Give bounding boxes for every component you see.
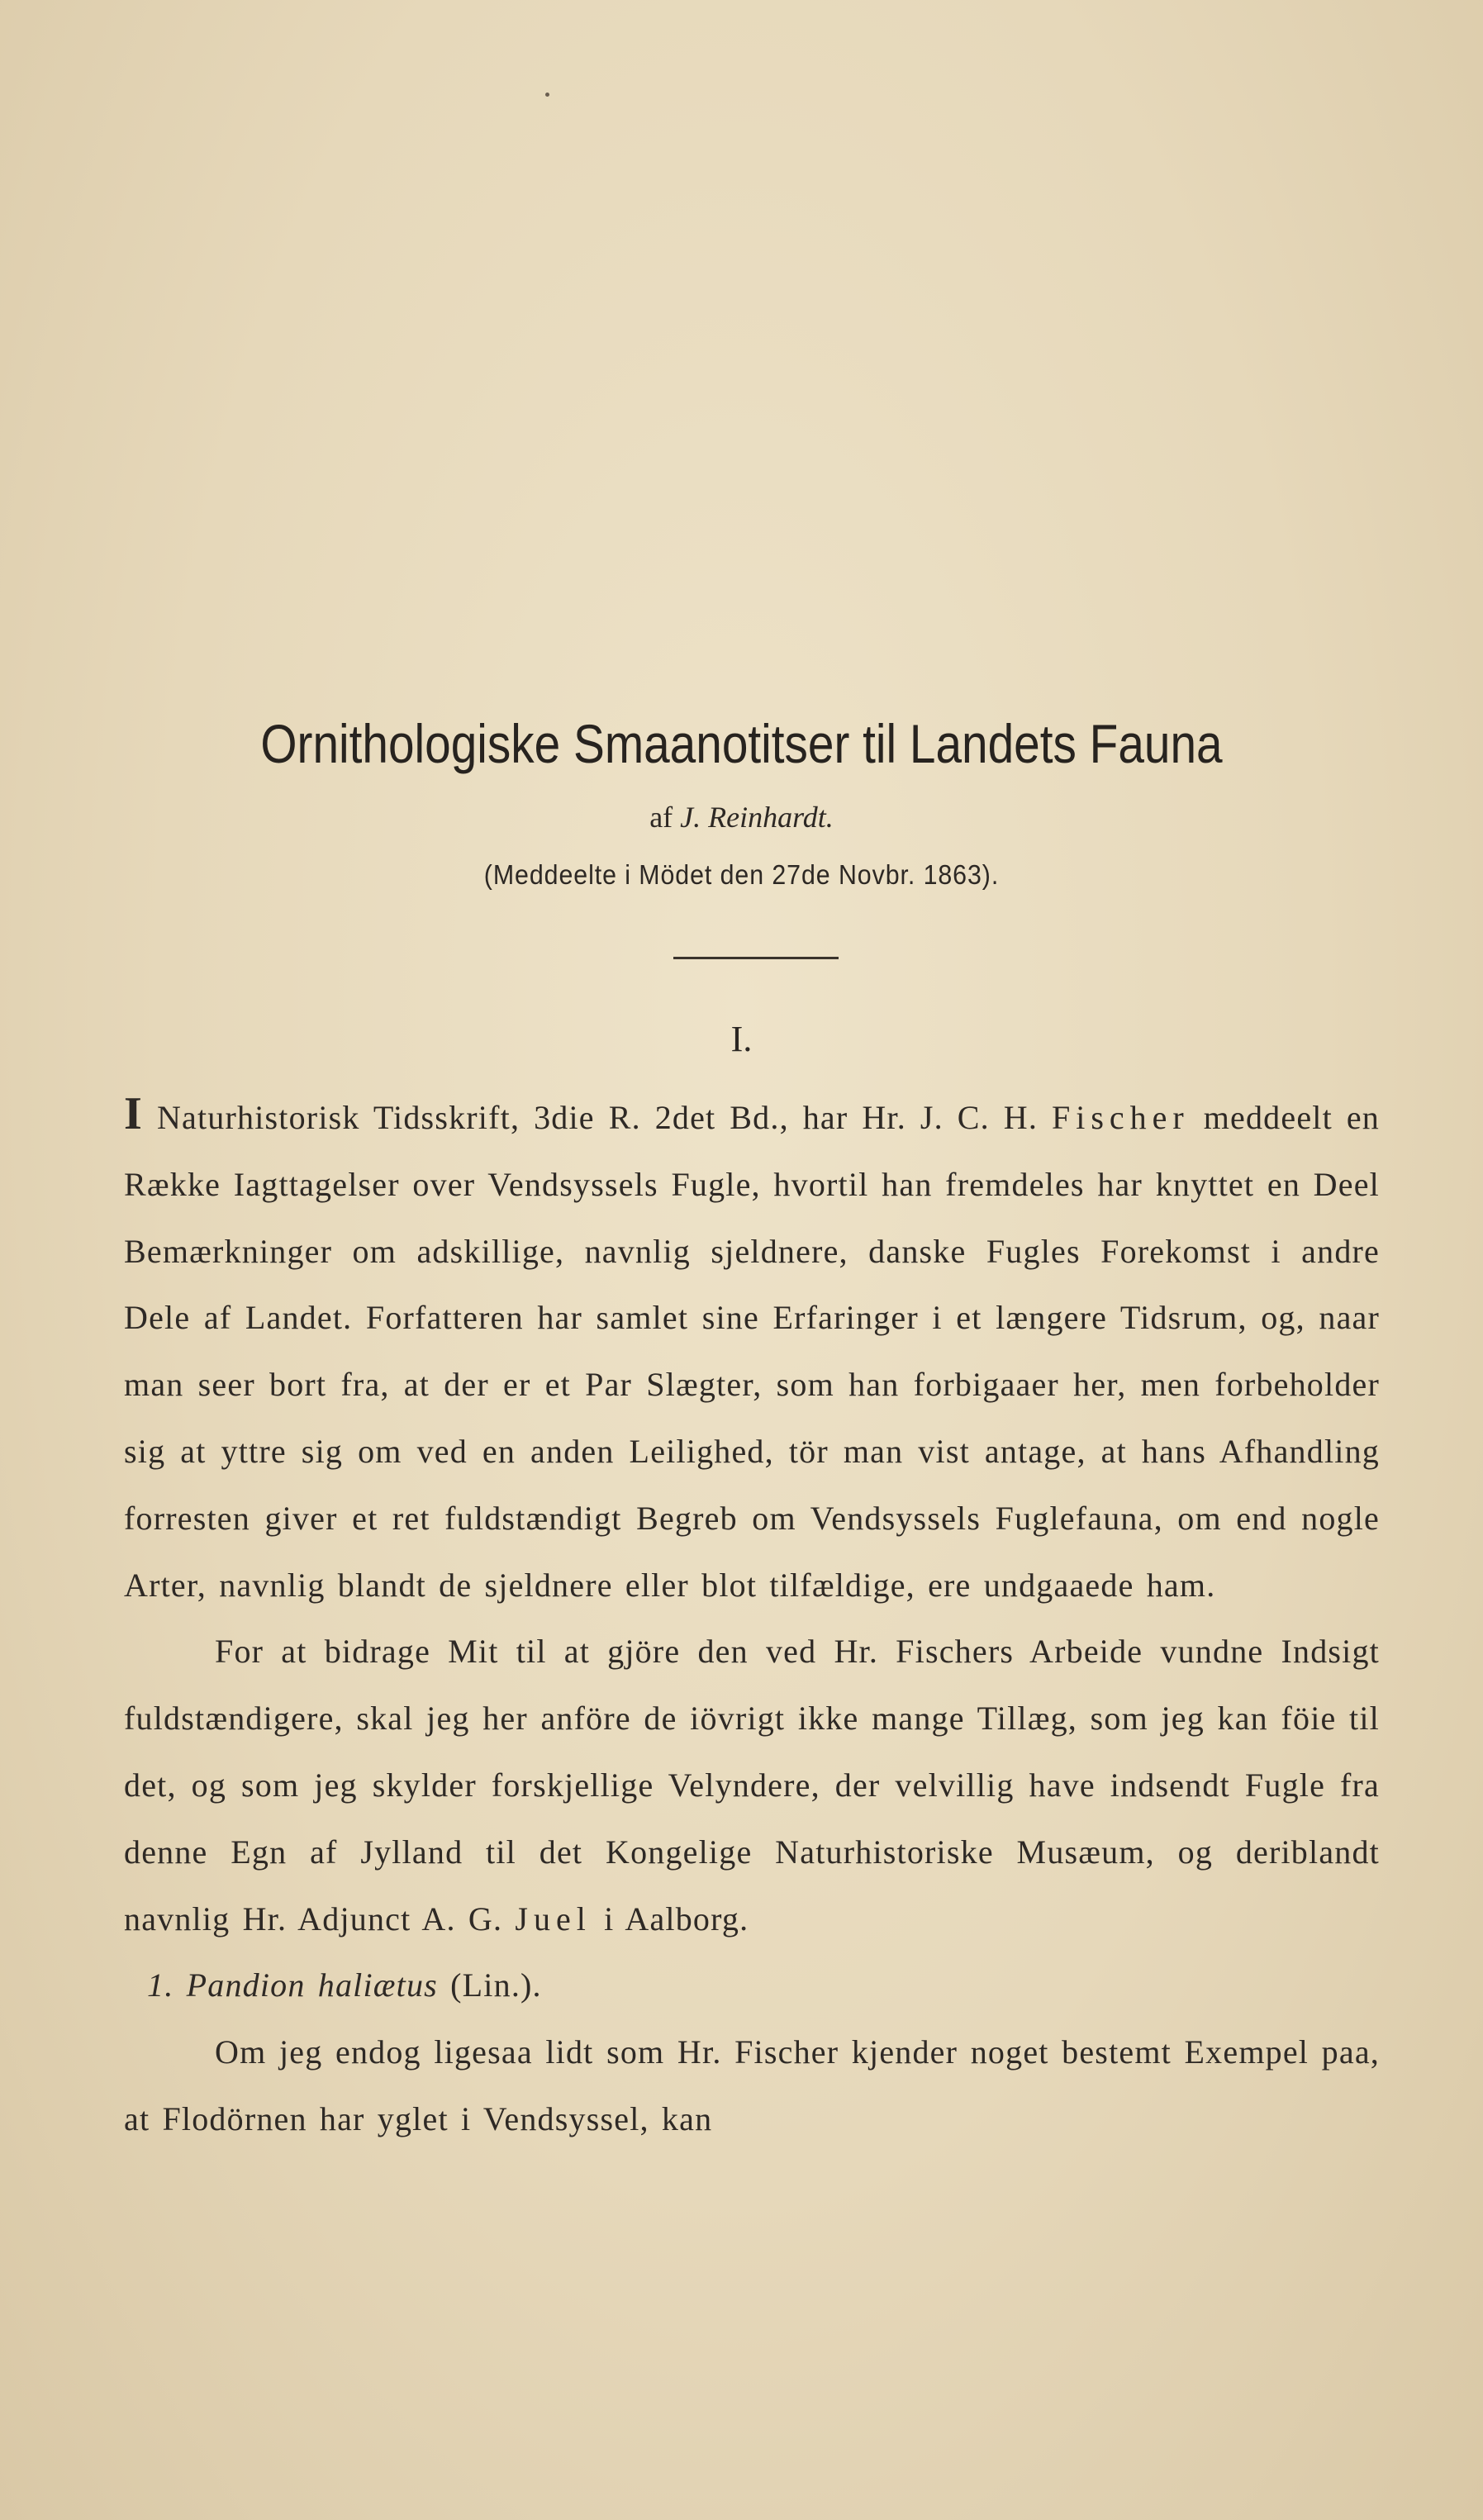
article-title: Ornithologiske Smaanotitser til Landets Fauna (260, 713, 1223, 774)
species-heading (124, 1952, 1380, 2019)
author-name: J. Reinhardt. (680, 801, 834, 834)
byline-prefix: af (649, 801, 673, 834)
paragraph-2-text-b: i Aalborg. (604, 1900, 749, 1938)
paragraph-1 (124, 1081, 1380, 1619)
ink-speck (545, 93, 549, 97)
paragraph-1-text-b: meddeelt en Række Iagttagelser over Vendsyssels Fugle, hvortil han fremdeles har knyttet en Deel Bemærkninger om adskillige, navnlig sjeldnere, danske Fugles Forekomst i andre Dele af Landet. Forfatteren har samlet sine Erfaringer i et længere Tidsrum, og, naar man seer bort fra, at der er et Par Slægter, som han forbigaaer her, men forbeholder sig at yttre sig om ved en anden Leilighed, tör man vist antage, at hans Afhandling forresten giver et ret fuldstændigt Begreb om Vendsyssels Fuglefauna, om end nogle Arter, navnlig blandt de sjeldnere eller blot tilfældige, ere undgaaede ham. (124, 1099, 1380, 1604)
species-name: Pandion haliætus (186, 1966, 438, 2004)
species-authority: (Lin.). (450, 1966, 542, 2004)
section-number: I. (730, 1019, 753, 1059)
article-byline (0, 800, 1483, 834)
paragraph-3: Om jeg endog ligesaa lidt som Hr. Fischer kjender noget bestemt Exempel paa, at Flodörnen har yglet i Vendsyssel, kan (124, 2033, 1380, 2137)
paragraph-2-text-a: For at bidrage Mit til at gjöre den ved Hr. Fischers Arbeide vundne Indsigt fuldstændigere, skal jeg her anföre de iövrigt ikke mange Tillæg, som jeg kan föie til det, og som jeg skylder forskjellige Velyndere, der velvillig have indsendt Fugle fra denne Egn af Jylland til det Kongelige Naturhistoriske Musæum, og deriblandt navnlig Hr. Adjunct A. G. (124, 1633, 1380, 1938)
title-rule (673, 957, 839, 959)
paragraph-1-text-a: Naturhistorisk Tidsskrift, 3die R. 2det Bd., har Hr. J. C. H. (156, 1099, 1039, 1136)
species-number: 1. (147, 1966, 174, 2004)
paragraph-1-spaced-name: Fischer (1052, 1099, 1190, 1136)
paragraph-2 (124, 1619, 1380, 1952)
paragraph-2-spaced-name: Juel (515, 1900, 592, 1938)
meeting-note: (Meddeelte i Mödet den 27de Novbr. 1863). (483, 859, 1000, 890)
drop-cap: I (124, 1088, 143, 1139)
article-body (124, 1081, 1380, 2153)
